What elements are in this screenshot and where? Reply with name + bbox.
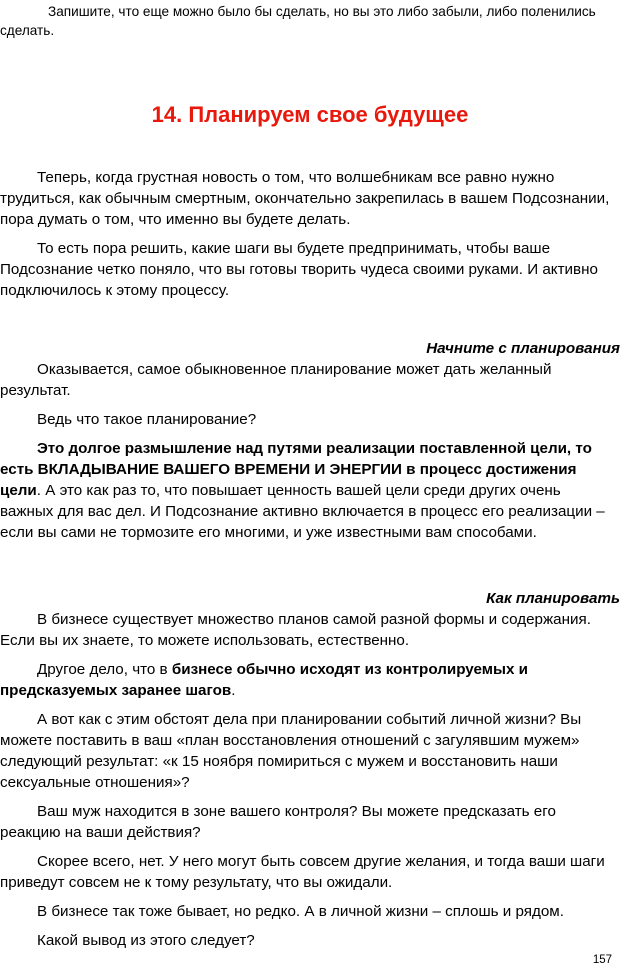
section-heading-planning: Начните с планирования — [426, 340, 620, 357]
bold-text: Это долгое размышление над путями реализации поставленной цели, то есть ВКЛАДЫВАНИЕ ВАШЕГО ВРЕМЕНИ И ЭНЕРГИИ в процесс достижения цели — [0, 440, 592, 499]
paragraph: Теперь, когда грустная новость о том, что волшебникам все равно нужно трудиться, как обычным смертным, окончательно закрепилась в вашем Подсознании, пора думать о том, что именно вы будете делать. — [0, 169, 610, 228]
paragraph — [0, 659, 612, 701]
paragraph: А вот как с этим обстоят дела при планировании событий личной жизни? Вы можете поставить в ваш «план восстановления отношений с загулявшим мужем» следующий результат: «к 15 ноября помириться с мужем и восстановить наши сексуальные отношения»? — [0, 711, 582, 791]
paragraph: Ваш муж находится в зоне вашего контроля? Вы можете предсказать его реакцию на ваши действия? — [0, 803, 556, 841]
section-heading-how-to-plan: Как планировать — [486, 590, 620, 607]
bold-text: бизнесе обычно исходят из контролируемых и предсказуемых заранее шагов — [0, 661, 528, 699]
paragraph: Оказывается, самое обыкновенное планирование может дать желанный результат. — [0, 361, 552, 399]
page-number: 157 — [592, 954, 612, 966]
paragraph-text: Другое дело, что в — [37, 661, 172, 678]
paragraph: Какой вывод из этого следует? — [37, 932, 255, 949]
paragraph: То есть пора решить, какие шаги вы будете предпринимать, чтобы ваше Подсознание четко поняло, что вы готовы творить чудеса своими руками. И активно подключилось к этому процессу. — [0, 240, 598, 299]
paragraph-text: . — [231, 682, 236, 699]
paragraph: Скорее всего, нет. У него могут быть совсем другие желания, и тогда ваши шаги приведут совсем не к тому результату, что вы ожидали. — [0, 853, 605, 891]
section-intro — [0, 167, 612, 301]
paragraph: В бизнесе так тоже бывает, но редко. А в личной жизни – сплошь и рядом. — [37, 903, 564, 920]
paragraph — [0, 438, 612, 543]
chapter-title: 14. Планируем свое будущее — [151, 102, 469, 127]
paragraph: В бизнесе существует множество планов самой разной формы и содержания. Если вы их знаете, то можете использовать, естественно. — [0, 611, 591, 649]
section-how-to-plan — [0, 609, 612, 951]
intro-paragraph: Запишите, что еще можно было бы сделать, но вы это либо забыли, либо поленились сделать. — [0, 4, 596, 38]
section-planning — [0, 359, 612, 543]
paragraph-text: . А это как раз то, что повышает ценность вашей цели среди других очень важных для вас дел. И Подсознание активно включается в процесс его реализации – если вы сами не тормозите его многими, и уже известными вам способами. — [0, 482, 605, 541]
paragraph: Ведь что такое планирование? — [37, 411, 257, 428]
